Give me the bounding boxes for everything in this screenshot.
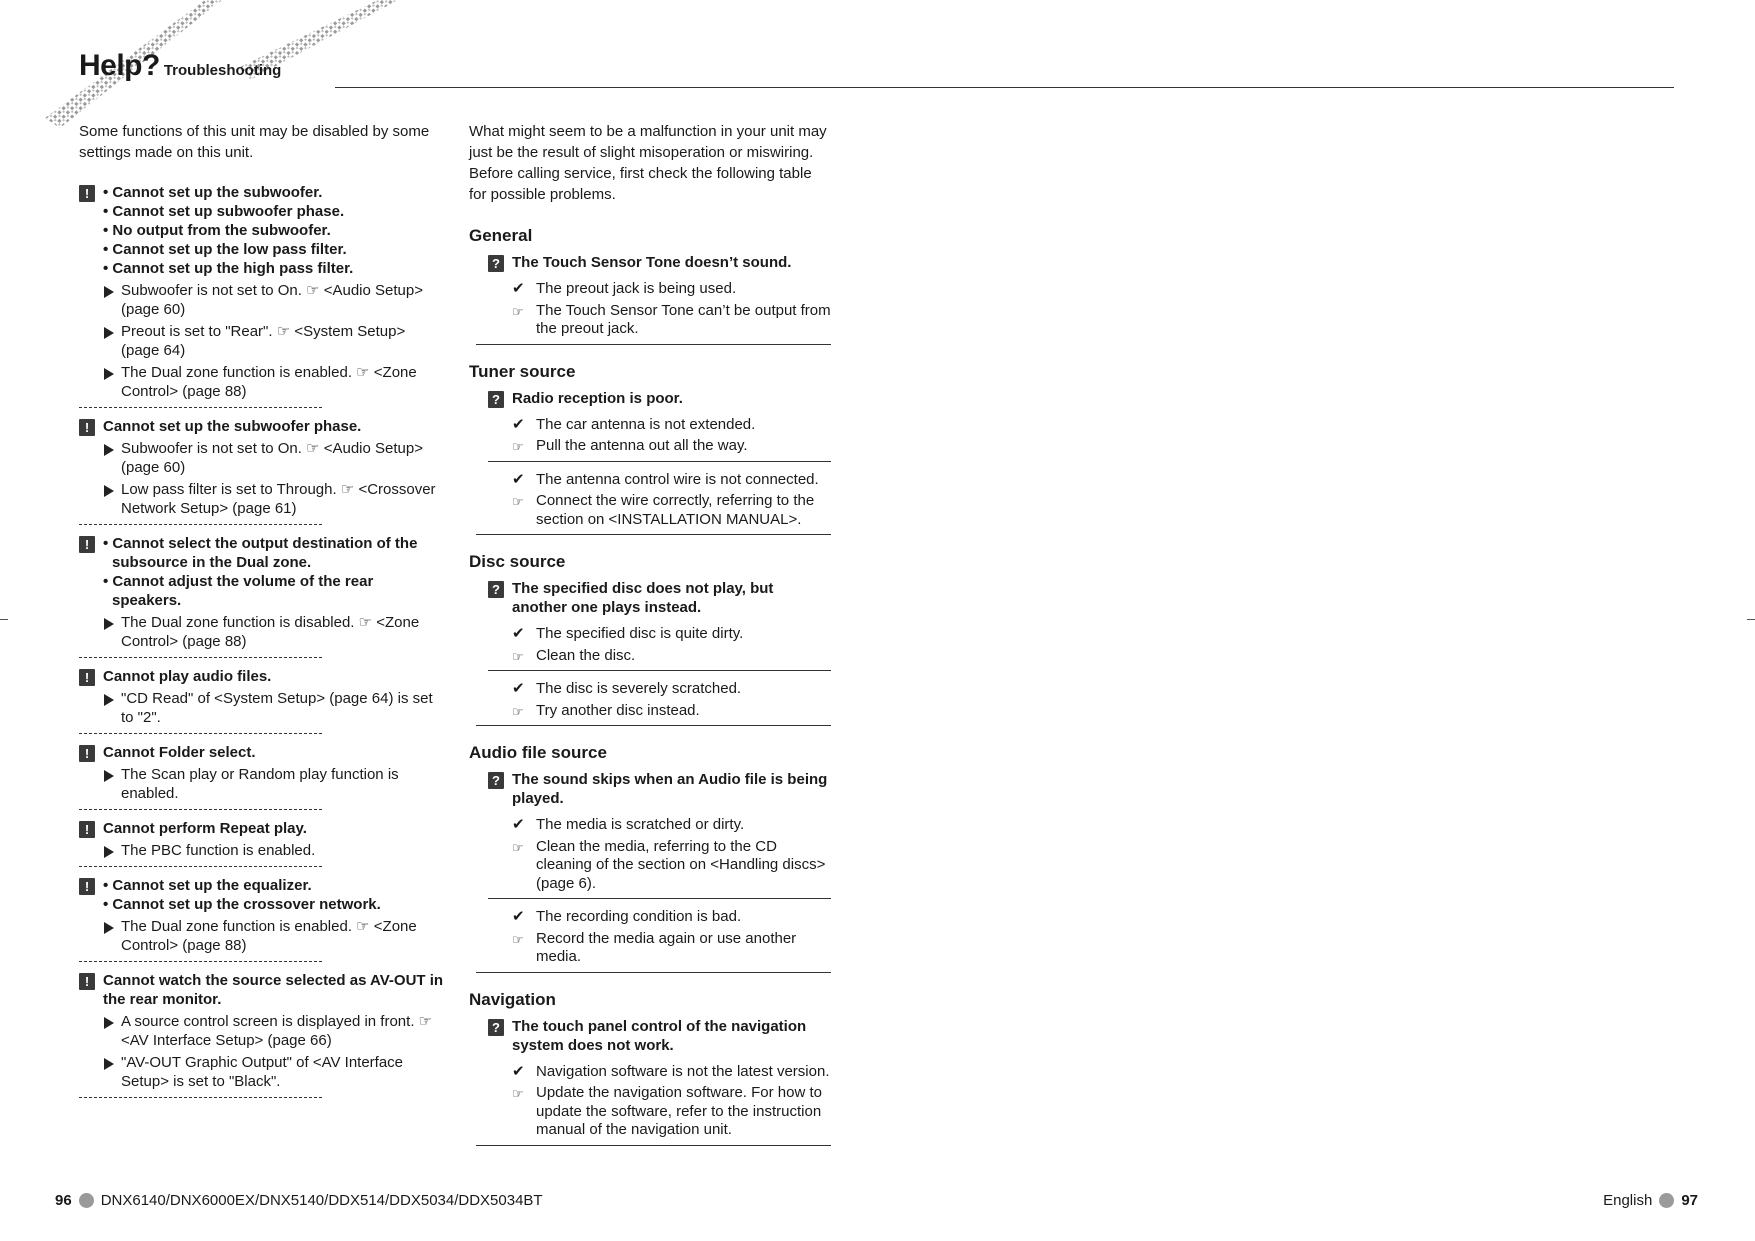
question-icon: ? [488,255,504,272]
left-column [79,121,444,1098]
cause-row [512,908,831,927]
cause-item [103,439,444,477]
question-icon: ? [488,391,504,408]
cause-text: The specified disc is quite dirty. [536,625,744,642]
page-title: Help? [79,49,160,82]
warning-item [79,534,444,658]
page-number-right: 97 [1681,1192,1698,1209]
remedy-row [512,702,831,721]
dashed-divider [79,809,322,810]
check-icon: ✔ [512,816,525,833]
cause-row [512,416,831,435]
cause-text: The media is scratched or dirty. [536,816,745,833]
arrow-icon [104,618,114,630]
pointing-hand-icon: ☞ [512,839,524,855]
check-icon: ✔ [512,680,525,697]
warning-icon: ! [79,821,95,838]
warning-icon: ! [79,878,95,895]
warning-title: • Cannot set up the crossover network. [103,896,381,913]
remedy-text: Record the media again or use another media. [536,929,797,965]
warning-title: • No output from the subwoofer. [103,222,331,239]
arrow-icon [104,922,114,934]
warning-title: • Cannot set up the low pass filter. [103,241,347,258]
pointing-hand-icon: ☞ [512,1086,524,1101]
pointing-hand-icon: ☞ [512,439,524,454]
cause-text: The Scan play or Random play function is enabled. [121,766,399,802]
cause-remedy-pair [476,1058,831,1146]
remedy-row [512,302,831,339]
warning-item [79,667,444,734]
cause-item [103,363,444,401]
question-icon: ? [488,581,504,598]
question-icon: ? [488,1019,504,1036]
section-audio-file [469,742,831,973]
cause-remedy-pair [488,811,831,899]
cause-text: The recording condition is bad. [536,908,742,925]
cause-text: Subwoofer is not set to On. ☞ <Audio Setup> (page 60) [121,282,423,318]
dashed-divider [79,407,322,408]
warning-icon: ! [79,419,95,436]
arrow-icon [104,286,114,298]
warning-item [79,819,444,867]
remedy-row [512,492,831,529]
cause-item [103,765,444,803]
warning-title: • Cannot adjust the volume of the rear speakers. [103,573,374,609]
model-list: DNX6140/DNX6000EX/DNX5140/DDX514/DDX5034/DDX5034BT [100,1192,543,1209]
arrow-icon [104,770,114,782]
warning-item [79,971,444,1098]
bullet-dot-icon [1659,1193,1674,1208]
cause-text: The preout jack is being used. [536,280,737,297]
cause-remedy-pair [476,275,831,345]
check-icon: ✔ [512,625,525,642]
remedy-text: Clean the disc. [536,646,636,664]
arrow-icon [104,485,114,497]
problem-text: The Touch Sensor Tone doesn’t sound. [512,254,792,271]
cause-remedy-pair [488,411,831,462]
dashed-divider [79,524,322,525]
arrow-icon [104,327,114,339]
cause-item [103,1012,444,1050]
page-header [79,49,281,83]
remedy-row [512,838,831,894]
warning-title: Cannot perform Repeat play. [103,820,307,837]
page-number-left: 96 [55,1192,72,1209]
arrow-icon [104,846,114,858]
dashed-divider [79,866,322,867]
check-icon: ✔ [512,470,525,488]
crop-mark-left [0,619,8,620]
problem-text: The specified disc does not play, but another one plays instead. [512,580,774,616]
warning-title: • Cannot set up the high pass filter. [103,260,354,277]
problem-text: The sound skips when an Audio file is being played. [512,771,828,807]
remedy-row [512,930,831,967]
cause-item [103,1053,444,1091]
warning-icon: ! [79,669,95,686]
section-title: Audio file source [469,743,607,762]
warning-title: • Cannot select the output destination of the subsource in the Dual zone. [103,535,418,571]
cause-text: The disc is severely scratched. [536,680,742,697]
cause-text: "CD Read" of <System Setup> (page 64) is set to "2". [121,690,433,726]
problem-block [476,770,831,973]
cause-text: Navigation software is not the latest version. [536,1062,830,1080]
remedy-text: The Touch Sensor Tone can’t be output from the preout jack. [536,301,831,337]
warning-title: • Cannot set up the equalizer. [103,877,312,894]
problem-block [476,1017,831,1146]
warning-icon: ! [79,185,95,202]
warning-title: • Cannot set up the subwoofer. [103,184,323,201]
check-icon: ✔ [512,280,525,297]
middle-intro: What might seem to be a malfunction in your unit may just be the result of slight misoperation or miswiring. Before calling service, first check the following table for possible problems. [469,123,827,203]
cause-text: The PBC function is enabled. [121,842,316,859]
problem-block [476,389,831,536]
warning-title: Cannot play audio files. [103,668,272,685]
problem-block [476,579,831,726]
cause-text: Low pass filter is set to Through. ☞ <Crossover Network Setup> (page 61) [121,481,436,517]
section-disc [469,551,831,726]
arrow-icon [104,694,114,706]
arrow-icon [104,1058,114,1070]
cause-row [512,680,831,699]
cause-item [103,613,444,651]
section-tuner [469,361,831,536]
page-subtitle: Troubleshooting [163,62,282,79]
bullet-dot-icon [79,1193,94,1208]
warning-icon: ! [79,536,95,553]
cause-text: The Dual zone function is enabled. ☞ <Zone Control> (page 88) [121,364,417,400]
cause-item [103,917,444,955]
dashed-divider [79,733,322,734]
cause-text: The antenna control wire is not connected. [536,470,819,488]
footer-right [1603,1192,1698,1209]
language-label: English [1603,1192,1653,1209]
arrow-icon [104,1017,114,1029]
warning-icon: ! [79,745,95,762]
cause-row [512,1063,831,1082]
question-icon: ? [488,772,504,789]
check-icon: ✔ [512,1062,525,1080]
warning-item [79,743,444,810]
cause-item [103,689,444,727]
warning-title: Cannot set up the subwoofer phase. [103,418,362,435]
cause-item [103,322,444,360]
pointing-hand-icon: ☞ [512,494,524,509]
pointing-hand-icon: ☞ [512,303,524,319]
remedy-text: Connect the wire correctly, referring to the section on <INSTALLATION MANUAL>. [536,492,815,528]
remedy-row [512,647,831,666]
remedy-row [512,437,831,456]
section-title: Disc source [469,552,566,571]
cause-remedy-pair [476,466,831,536]
cause-item [103,841,444,860]
warning-icon: ! [79,973,95,990]
remedy-row [512,1084,831,1140]
cause-text: "AV-OUT Graphic Output" of <AV Interface Setup> is set to "Black". [121,1054,404,1090]
cause-row [512,625,831,644]
middle-column [469,121,831,1162]
cause-remedy-pair [476,903,831,973]
cause-row [512,816,831,835]
cause-remedy-pair [476,675,831,726]
arrow-icon [104,444,114,456]
cause-text: The Dual zone function is enabled. ☞ <Zone Control> (page 88) [121,918,417,954]
header-rule [335,87,1674,88]
dashed-divider [79,1097,322,1098]
section-title: Tuner source [469,361,576,381]
section-title: Navigation [469,989,556,1009]
cause-text: Preout is set to "Rear". ☞ <System Setup> (page 64) [121,323,406,359]
cause-item [103,281,444,319]
cause-remedy-pair [488,620,831,671]
remedy-text: Pull the antenna out all the way. [536,437,748,454]
remedy-text: Update the navigation software. For how to update the software, refer to the instruction manual of the navigation unit. [536,1084,822,1138]
crop-mark-right [1747,619,1755,620]
warning-item [79,417,444,525]
warning-title: Cannot Folder select. [103,744,256,761]
cause-text: Subwoofer is not set to On. ☞ <Audio Setup> (page 60) [121,440,423,476]
cause-text: The Dual zone function is disabled. ☞ <Zone Control> (page 88) [121,614,420,650]
left-intro: Some functions of this unit may be disabled by some settings made on this unit. [79,123,430,161]
warning-item [79,183,444,408]
arrow-icon [104,368,114,380]
cause-row [512,471,831,490]
cause-item [103,480,444,518]
warning-item [79,876,444,962]
problem-text: Radio reception is poor. [512,389,683,407]
remedy-text: Try another disc instead. [536,701,700,719]
problem-text: The touch panel control of the navigation system does not work. [512,1017,807,1054]
warning-title: Cannot watch the source selected as AV-OUT in the rear monitor. [103,972,444,1008]
check-icon: ✔ [512,908,525,925]
footer-left [55,1192,543,1209]
dashed-divider [79,657,322,658]
section-general [469,225,831,345]
problem-block [476,253,831,345]
cause-text: The car antenna is not extended. [536,415,756,433]
warning-title: • Cannot set up subwoofer phase. [103,203,345,220]
cause-text: A source control screen is displayed in front. ☞ <AV Interface Setup> (page 66) [121,1013,433,1049]
section-title: General [469,226,533,245]
section-navigation [469,989,831,1146]
cause-row [512,280,831,299]
pointing-hand-icon: ☞ [512,703,524,719]
remedy-text: Clean the media, referring to the CD cleaning of the section on <Handling discs> (page 6). [536,837,826,892]
pointing-hand-icon: ☞ [512,648,524,664]
pointing-hand-icon: ☞ [512,931,524,947]
dashed-divider [79,961,322,962]
check-icon: ✔ [512,415,525,433]
